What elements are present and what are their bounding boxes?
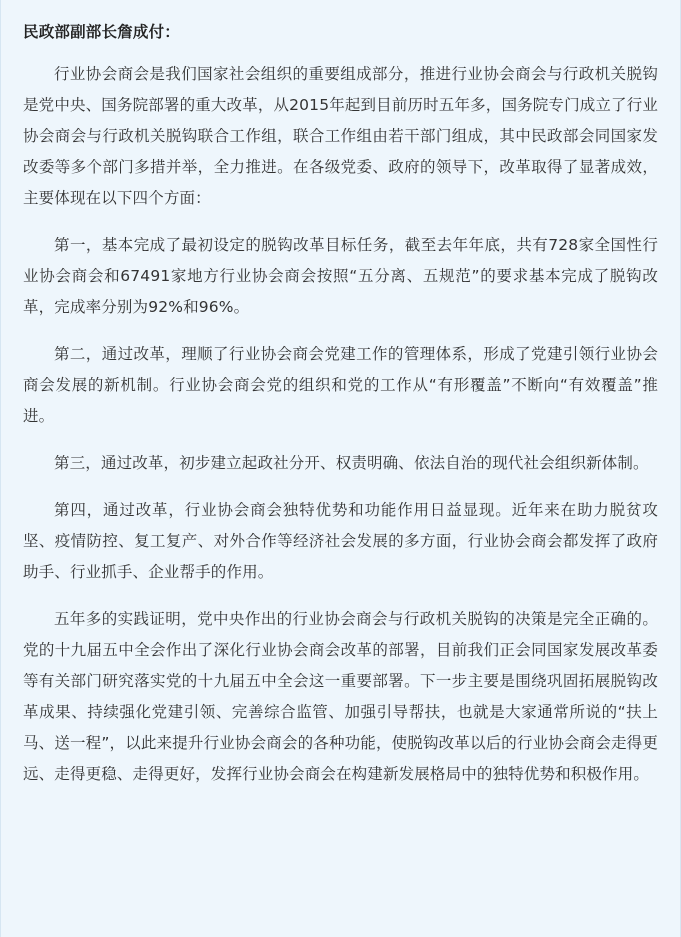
paragraph-intro: 行业协会商会是我们国家社会组织的重要组成部分，推进行业协会商会与行政机关脱钩是党中央、国务院部署的重大改革，从2015年起到目前历时五年多，国务院专门成立了行业协会商会与行政机关脱钩联合工作组，联合工作组由若干部门组成，其中民政部会同国家发改委等多个部门多措并举，全力推进。在各级党委、政府的领导下，改革取得了显著成效，主要体现在以下四个方面： xyxy=(23,65,658,207)
paragraph-point-4: 第四，通过改革，行业协会商会独特优势和功能作用日益显现。近年来在助力脱贫攻坚、疫情防控、复工复产、对外合作等经济社会发展的多方面，行业协会商会都发挥了政府助手、行业抓手、企业帮手的作用。 xyxy=(23,501,658,581)
article-body xyxy=(1,0,680,937)
paragraph-point-3: 第三，通过改革，初步建立起政社分开、权责明确、依法自治的现代社会组织新体制。 xyxy=(54,454,649,472)
paragraph-conclusion: 五年多的实践证明，党中央作出的行业协会商会与行政机关脱钩的决策是完全正确的。党的十九届五中全会作出了深化行业协会商会改革的部署，目前我们正会同国家发展改革委等有关部门研究落实党的十九届五中全会这一重要部署。下一步主要是围绕巩固拓展脱钩改革成果、持续强化党建引领、完善综合监管、加强引导帮扶，也就是大家通常所说的“扶上马、送一程”，以此来提升行业协会商会的各种功能，使脱钩改革以后的行业协会商会走得更远、走得更稳、走得更好，发挥行业协会商会在构建新发展格局中的独特优势和积极作用。 xyxy=(23,610,658,783)
speaker-heading: 民政部副部长詹成付： xyxy=(23,23,181,41)
paragraph-point-2: 第二，通过改革，理顺了行业协会商会党建工作的管理体系，形成了党建引领行业协会商会发展的新机制。行业协会商会党的组织和党的工作从“有形覆盖”不断向“有效覆盖”推进。 xyxy=(23,345,658,425)
paragraph-point-1: 第一，基本完成了最初设定的脱钩改革目标任务，截至去年年底，共有728家全国性行业协会商会和67491家地方行业协会商会按照“五分离、五规范”的要求基本完成了脱钩改革，完成率分别为92%和96%。 xyxy=(23,236,658,316)
